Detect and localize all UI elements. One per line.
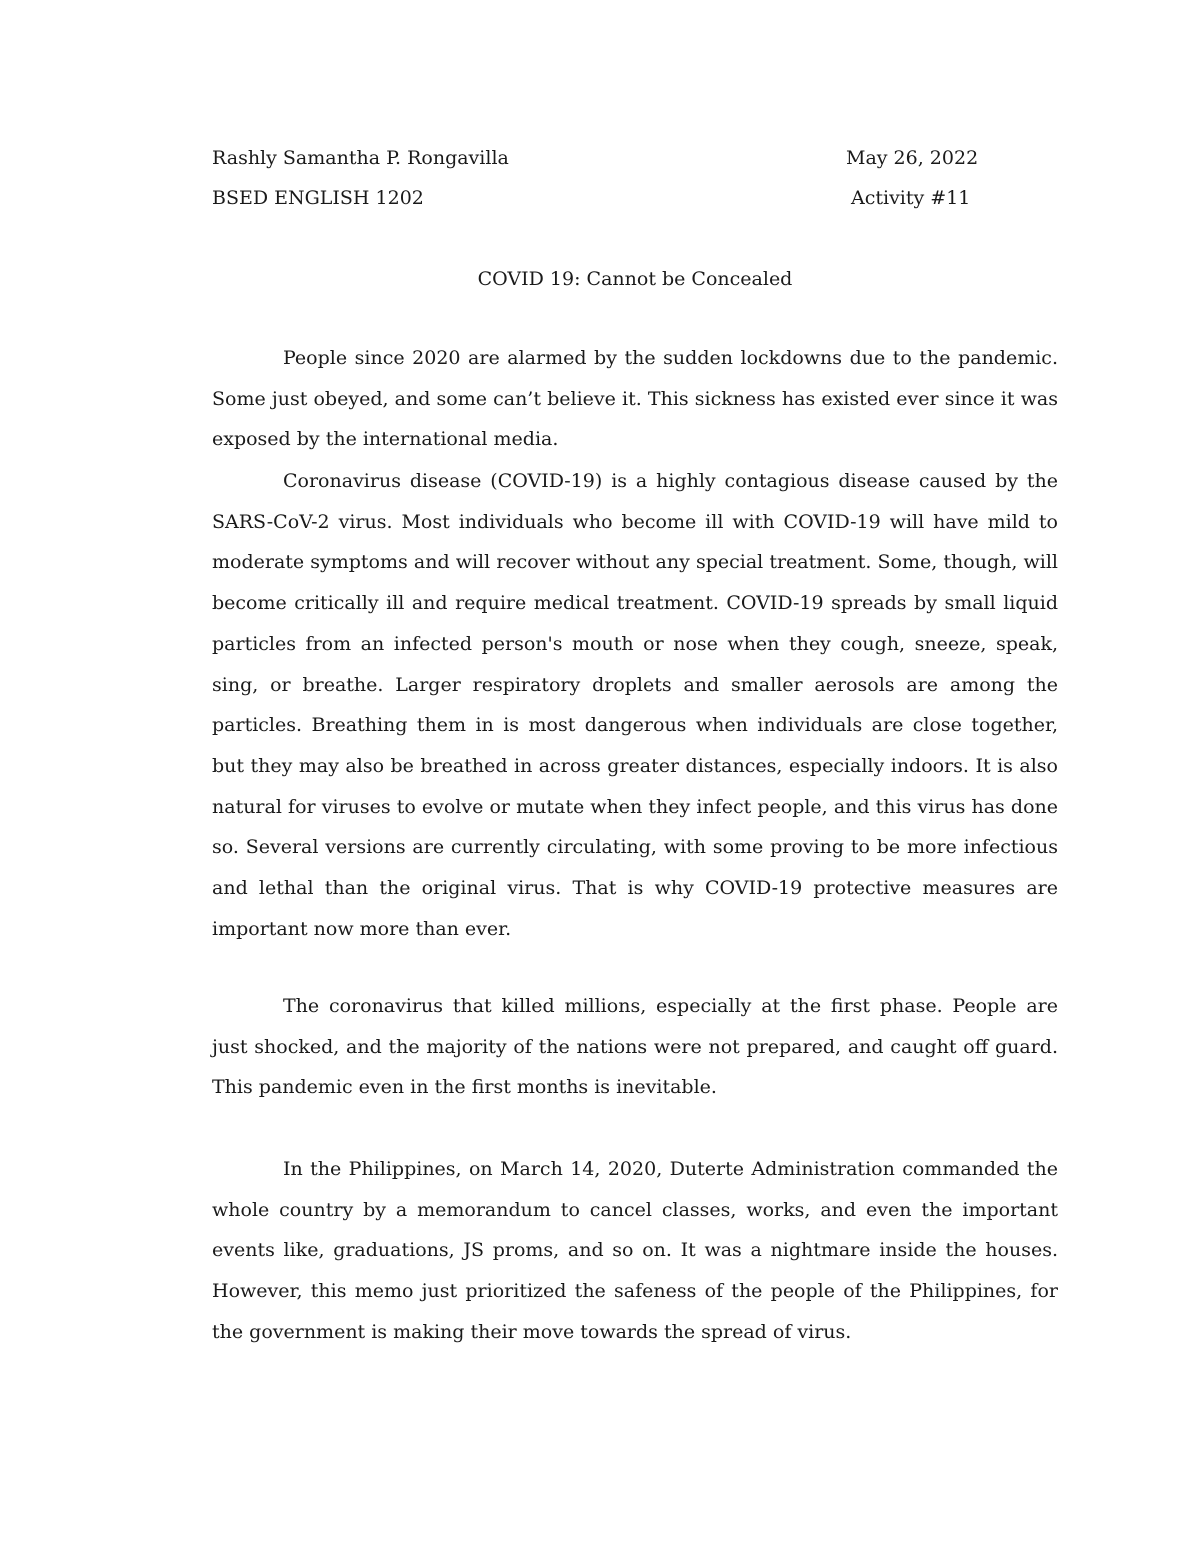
activity-label: Activity #11 bbox=[851, 187, 971, 209]
course-label: BSED ENGLISH 1202 bbox=[212, 187, 424, 209]
submission-date: May 26, 2022 bbox=[846, 147, 979, 169]
paragraph: In the Philippines, on March 14, 2020, Duterte Administration commanded the whole country by a memorandum to cancel classes, works, and even the important events like, graduations, JS proms, and so on. It was a nightmare inside the houses. However, this memo just prioritized the safeness of the people of the Philippines, for the government is making their move towards the spread of virus. bbox=[212, 1158, 1058, 1343]
paragraph: Coronavirus disease (COVID-19) is a highly contagious disease caused by the SARS-CoV-2 virus. Most individuals who become ill with COVID-19 will have mild to moderate symptoms and will recover without any special treatment. Some, though, will become critically ill and require medical treatment. COVID-19 spreads by small liquid particles from an infected person's mouth or nose when they cough, sneeze, speak, sing, or breathe. Larger respiratory droplets and smaller aerosols are among the particles. Breathing them in is most dangerous when individuals are close together, but they may also be breathed in across greater distances, especially indoors. It is also natural for viruses to evolve or mutate when they infect people, and this virus has done so. Several versions are currently circulating, with some proving to be more infectious and lethal than the original virus. That is why COVID-19 protective measures are important now more than ever. bbox=[212, 470, 1058, 940]
paragraph: The coronavirus that killed millions, especially at the first phase. People are just shocked, and the majority of the nations were not prepared, and caught off guard. This pandemic even in the first months is inevitable. bbox=[212, 995, 1058, 1099]
essay-title: COVID 19: Cannot be Concealed bbox=[477, 268, 793, 290]
author-name: Rashly Samantha P. Rongavilla bbox=[212, 147, 509, 169]
paragraph: People since 2020 are alarmed by the sudden lockdowns due to the pandemic. Some just obeyed, and some can’t believe it. This sickness has existed ever since it was exposed by the international media. bbox=[212, 347, 1058, 451]
